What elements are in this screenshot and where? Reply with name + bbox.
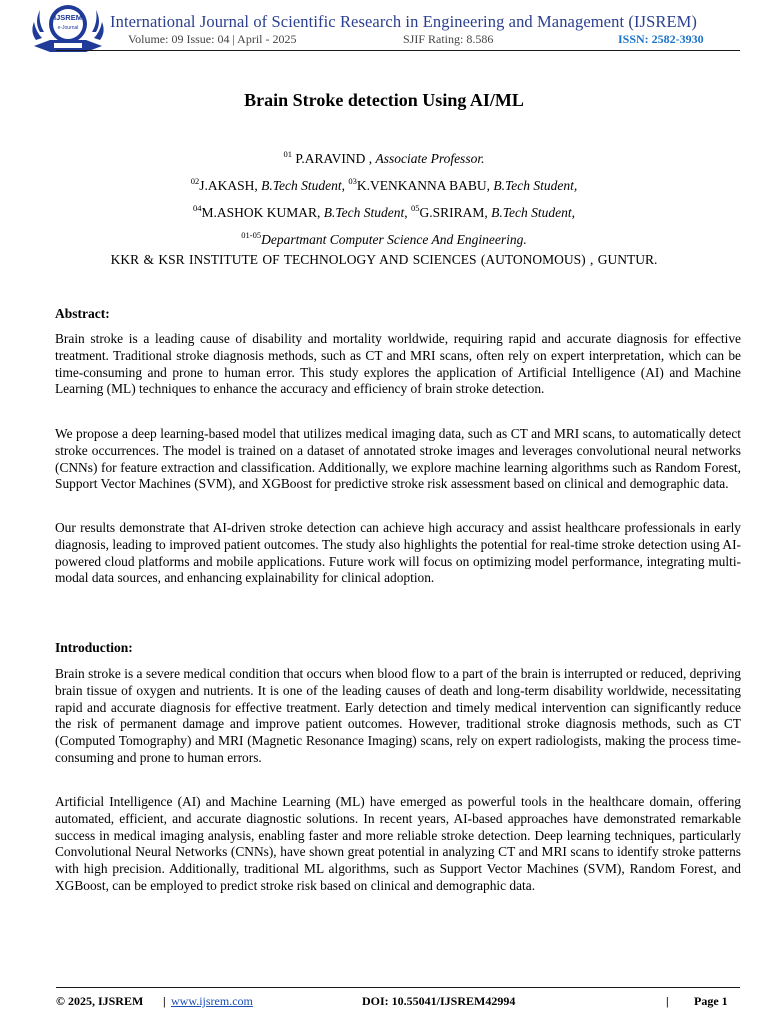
volume-issue: Volume: 09 Issue: 04 | April - 2025 xyxy=(128,32,297,46)
author-role: B.Tech Student, xyxy=(491,205,576,220)
footer-separator: | xyxy=(163,994,166,1008)
institute: KKR & KSR INSTITUTE OF TECHNOLOGY AND SCIENCES (AUTONOMOUS) , GUNTUR. xyxy=(110,252,658,267)
author-sup: 03 xyxy=(348,176,357,186)
abstract-paragraph-3: Our results demonstrate that AI-driven stroke detection can achieve high accuracy and assist healthcare professionals in early diagnosis, leading to improved patient outcomes. The study also highlights the potential for real-time stroke detection using AI-powered cloud platforms and mobile applications. Future work will focus on optimizing model performance, integrating multi-modal data sources, and enhancing explainability for clinical adoption. xyxy=(55,520,741,586)
paper-title: Brain Stroke detection Using AI/ML xyxy=(244,90,524,110)
author-sup: 02 xyxy=(190,176,200,186)
footer-rule xyxy=(56,987,740,988)
journal-header xyxy=(0,0,768,60)
svg-text:e-Journal: e-Journal xyxy=(57,25,79,31)
author-name: J.AKASH, xyxy=(199,178,262,193)
author-separator: , xyxy=(404,205,411,220)
author-role: B.Tech Student xyxy=(261,178,342,193)
department: Departmant Computer Science And Engineering. xyxy=(261,232,527,247)
svg-text:IJSREM: IJSREM xyxy=(54,13,82,22)
author-separator: , xyxy=(341,178,349,193)
author-name: P.ARAVIND , xyxy=(292,151,376,166)
author-sup: 04 xyxy=(192,203,202,213)
footer-doi: DOI: 10.55041/IJSREM42994 xyxy=(362,994,516,1008)
footer-page-number: Page 1 xyxy=(694,994,728,1008)
author-role: B.Tech Student xyxy=(323,205,405,220)
issn: ISSN: 2582-3930 xyxy=(618,32,704,46)
department-line xyxy=(0,225,768,252)
introduction-paragraph-1: Brain stroke is a severe medical condition that occurs when blood flow to a part of the brain is interrupted or reduced, depriving brain tissue of oxygen and nutrients. It is one of the leading causes of death and long-term disability worldwide, necessitating rapid and accurate diagnosis for effective treatment. Early detection and timely medical intervention can significantly reduce the risk of permanent damage and improve patient outcomes. However, traditional stroke diagnosis methods, such as CT (Computed Tomography) and MRI (Magnetic Resonance Imaging) scans, rely on expert radiologists, making the process time-consuming and prone to human errors. xyxy=(55,666,741,765)
journal-title: International Journal of Scientific Research in Engineering and Management (IJSREM) xyxy=(110,12,697,31)
author-block xyxy=(0,144,768,252)
abstract-paragraph-2: We propose a deep learning-based model that utilizes medical imaging data, such as CT and MRI scans, to automatically detect stroke occurrences. The model is trained on a dataset of annotated stroke images and leverages convolutional neural networks (CNNs) for feature extraction and classification. Additionally, we explore machine learning algorithms such as Random Forest, Support Vector Machines (SVM), and XGBoost for predictive stroke risk assessment based on clinical and demographic data. xyxy=(55,426,741,492)
ijsrem-logo xyxy=(28,2,108,54)
footer-copyright: © 2025, IJSREM xyxy=(56,994,144,1008)
footer-website-link[interactable]: www.ijsrem.com xyxy=(171,994,253,1008)
author-name: K.VENKANNA BABU, xyxy=(356,178,494,193)
author-line-2 xyxy=(0,171,768,198)
author-role: Associate Professor. xyxy=(375,151,485,166)
abstract-heading: Abstract: xyxy=(55,306,110,321)
introduction-heading: Introduction: xyxy=(55,640,133,655)
introduction-paragraph-2: Artificial Intelligence (AI) and Machine Learning (ML) have emerged as powerful tools in the healthcare domain, offering automated, efficient, and accurate diagnostic solutions. In recent years, AI-based approaches have demonstrated remarkable success in medical imaging analysis, enabling faster and more reliable stroke detection. Deep learning techniques, particularly Convolutional Neural Networks (CNNs), have shown great potential in analyzing CT and MRI scans to identify stroke patterns with high precision. Additionally, traditional ML algorithms, such as Support Vector Machines (SVM), Random Forest, and XGBoost, can be employed to predict stroke risk based on clinical and demographic data. xyxy=(55,794,741,893)
author-sup: 05 xyxy=(411,203,420,213)
author-name: M.ASHOK KUMAR, xyxy=(201,205,324,220)
footer-separator: | xyxy=(666,994,669,1008)
author-sup: 01 xyxy=(283,149,293,159)
author-role: B.Tech Student, xyxy=(493,178,578,193)
header-rule xyxy=(56,50,740,51)
author-sup: 01-05 xyxy=(241,230,262,240)
sjif-rating: SJIF Rating: 8.586 xyxy=(403,32,494,46)
author-name: G.SRIRAM, xyxy=(419,205,492,220)
author-line-3 xyxy=(0,198,768,225)
author-line-1 xyxy=(0,144,768,171)
abstract-paragraph-1: Brain stroke is a leading cause of disability and mortality worldwide, requiring rapid and accurate diagnosis for effective treatment. Traditional stroke diagnosis methods, such as CT and MRI scans, often rely on expert interpretation, which can be time-consuming and prone to human error. This study explores the application of Artificial Intelligence (AI) and Machine Learning (ML) techniques to enhance the accuracy and efficiency of brain stroke detection. xyxy=(55,331,741,397)
